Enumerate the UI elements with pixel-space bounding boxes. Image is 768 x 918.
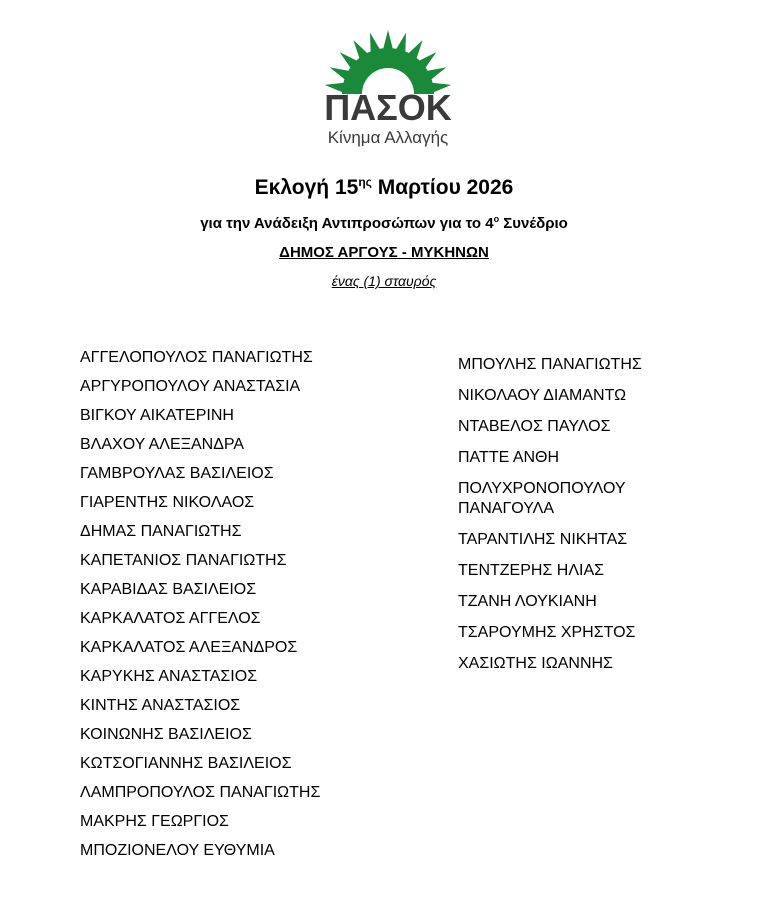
party-slogan: Κίνημα Αλλαγής	[327, 128, 449, 147]
candidate-name: ΚΑΡΑΒΙΔΑΣ ΒΑΣΙΛΕΙΟΣ	[80, 581, 257, 598]
candidate-name: ΤΑΡΑΝΤΙΛΗΣ ΝΙΚΗΤΑΣ	[458, 531, 628, 548]
page-title: Εκλογή $15^{\eta\varsigma}$ Μαρτίου 2026	[254, 175, 514, 199]
candidate-name: ΑΡΓΥΡΟΠΟΥΛΟΥ ΑΝΑΣΤΑΣΙΑ	[80, 378, 301, 395]
candidate-name: ΧΑΣΙΩΤΗΣ ΙΩΑΝΝΗΣ	[458, 655, 613, 672]
candidate-name: ΠΑΤΤΕ ΑΝΘΗ	[458, 449, 560, 466]
candidate-name: ΒΛΑΧΟΥ ΑΛΕΞΑΝΔΡΑ	[80, 436, 245, 453]
candidate-name: ΜΠΟΖΙΟΝΕΛΟΥ ΕΥΘΥΜΙΑ	[80, 842, 275, 859]
party-name: ΠΑΣΟΚ	[324, 87, 452, 128]
candidate-list-left	[80, 348, 320, 870]
candidate-name: ΒΙΓΚΟΥ ΑΙΚΑΤΕΡΙΝΗ	[80, 407, 234, 424]
candidate-name: ΛΑΜΠΡΟΠΟΥΛΟΣ ΠΑΝΑΓΙΩΤΗΣ	[80, 784, 321, 801]
candidate-name: ΝΤΑΒΕΛΟΣ ΠΑΥΛΟΣ	[458, 418, 611, 435]
candidate-name: ΚΑΡΥΚΗΣ ΑΝΑΣΤΑΣΙΟΣ	[80, 668, 258, 685]
candidate-name: ΓΙΑΡΕΝΤΗΣ ΝΙΚΟΛΑΟΣ	[80, 494, 255, 511]
page-subtitle: για την Ανάδειξη Αντιπροσώπων για το $4^o$ Συνέδριο	[200, 214, 568, 232]
candidate-name: ΠΟΛΥΧΡΟΝΟΠΟΥΛΟΥ ΠΑΝΑΓΟΥΛΑ	[458, 480, 626, 517]
candidate-name: ΚΑΡΚΑΛΑΤΟΣ ΑΛΕΞΑΝΔΡΟΣ	[80, 639, 298, 656]
candidate-name: ΤΖΑΝΗ ΛΟΥΚΙΑΝΗ	[458, 593, 597, 610]
candidate-name: ΑΓΓΕΛΟΠΟΥΛΟΣ ΠΑΝΑΓΙΩΤΗΣ	[80, 349, 313, 366]
candidate-name: ΓΑΜΒΡΟΥΛΑΣ ΒΑΣΙΛΕΙΟΣ	[80, 465, 274, 482]
candidate-name: ΚΑΠΕΤΑΝΙΟΣ ΠΑΝΑΓΙΩΤΗΣ	[80, 552, 287, 569]
municipality-heading: ΔΗΜΟΣ ΑΡΓΟΥΣ - ΜΥΚΗΝΩΝ	[279, 244, 489, 261]
party-logo	[308, 28, 468, 148]
candidate-list-right	[458, 355, 658, 685]
candidate-name: ΜΠΟΥΛΗΣ ΠΑΝΑΓΙΩΤΗΣ	[458, 356, 642, 373]
candidate-name: ΚΟΙΝΩΝΗΣ ΒΑΣΙΛΕΙΟΣ	[80, 726, 252, 743]
candidate-name: ΔΗΜΑΣ ΠΑΝΑΓΙΩΤΗΣ	[80, 523, 242, 540]
candidate-name: ΝΙΚΟΛΑΟΥ ΔΙΑΜΑΝΤΩ	[458, 387, 627, 404]
candidate-name: ΚΩΤΣΟΓΙΑΝΝΗΣ ΒΑΣΙΛΕΙΟΣ	[80, 755, 292, 772]
candidate-name: ΚΑΡΚΑΛΑΤΟΣ ΑΓΓΕΛΟΣ	[80, 610, 261, 627]
candidate-name: ΚΙΝΤΗΣ ΑΝΑΣΤΑΣΙΟΣ	[80, 697, 241, 714]
candidate-name: ΤΣΑΡΟΥΜΗΣ ΧΡΗΣΤΟΣ	[458, 624, 636, 641]
candidate-name: ΜΑΚΡΗΣ ΓΕΩΡΓΙΟΣ	[80, 813, 229, 830]
candidate-name: ΤΕΝΤΖΕΡΗΣ ΗΛΙΑΣ	[458, 562, 605, 579]
voting-instruction: ένας (1) σταυρός	[331, 273, 437, 289]
